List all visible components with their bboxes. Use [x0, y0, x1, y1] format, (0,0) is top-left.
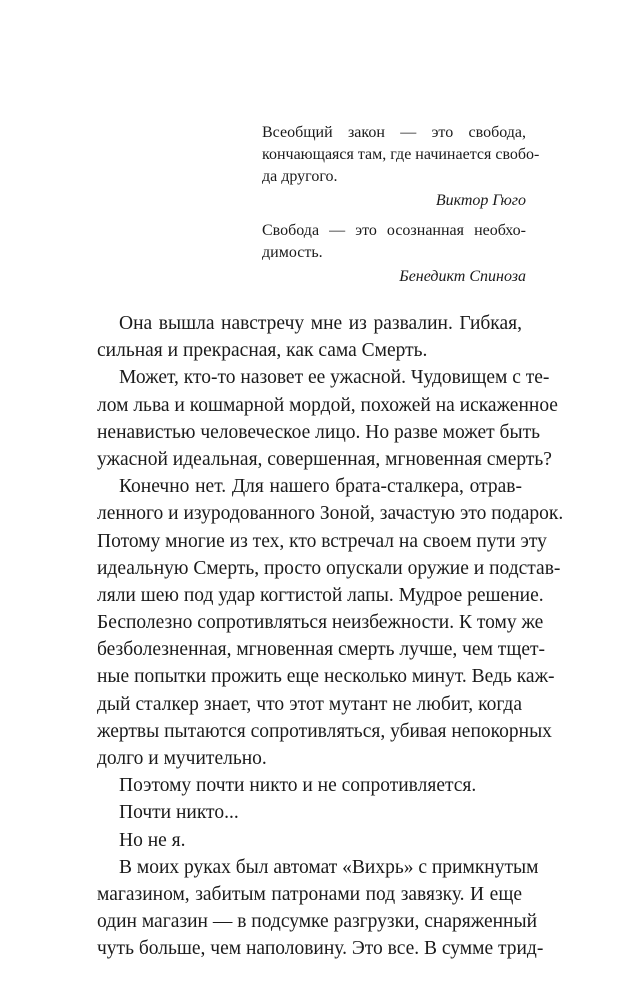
- body-line: Потому многие из тех, кто встречал на своем пути эту: [97, 530, 547, 552]
- body-line: жертвы пытаются сопротивляться, убивая непокорных: [97, 720, 552, 742]
- body-text: [97, 310, 564, 963]
- body-line: безболезненная, мгновенная смерть лучше, чем тщет-: [97, 639, 546, 661]
- body-line: Почти никто...: [119, 802, 239, 824]
- epigraph-line: да другого.: [262, 168, 338, 185]
- body-line: Поэтому почти никто и не сопротивляется.: [119, 775, 477, 797]
- body-line: Конечно нет. Для нашего брата-сталкера, отрав-: [119, 476, 522, 498]
- body-line: В моих руках был автомат «Вихрь» с примкнутым: [119, 856, 539, 878]
- body-line: ужасной идеальная, совершенная, мгновенная смерть?: [97, 448, 552, 470]
- epigraph-line: Свобода — это осознанная необхо-: [262, 222, 526, 239]
- body-line: магазином, забитым патронами под завязку. И еще: [97, 883, 522, 905]
- body-line: Может, кто-то назовет ее ужасной. Чудовищем с те-: [119, 367, 550, 389]
- body-line: сильная и прекрасная, как сама Смерть.: [97, 340, 428, 362]
- epigraph-author: Виктор Гюго: [435, 192, 526, 209]
- body-line: лом льва и кошмарной мордой, похожей на искаженное: [97, 394, 558, 416]
- epigraph-hugo: [262, 122, 540, 212]
- epigraph-author: Бенедикт Спиноза: [399, 268, 526, 285]
- body-line: чуть больше, чем наполовину. Это все. В сумме трид-: [97, 938, 544, 960]
- body-line: дый сталкер знает, что этот мутант не любит, когда: [97, 693, 522, 715]
- body-line: Бесполезно сопротивляться неизбежности. К тому же: [97, 612, 544, 634]
- epigraph-line: Всеобщий закон — это свобода,: [262, 124, 526, 141]
- epigraph-spinoza: [262, 220, 526, 288]
- epigraph-line: димость.: [262, 244, 323, 261]
- body-line: ляли шею под удар когтистой лапы. Мудрое решение.: [97, 584, 544, 606]
- body-line: Но не я.: [119, 829, 186, 851]
- epigraph-line: кончающаяся там, где начинается свобо-: [262, 146, 540, 163]
- body-line: идеальную Смерть, просто опускали оружие и подстав-: [97, 557, 561, 579]
- body-line: долго и мучительно.: [97, 748, 267, 769]
- body-line: ненавистью человеческое лицо. Но разве может быть: [97, 421, 540, 443]
- body-line: Она вышла навстречу мне из развалин. Гибкая,: [119, 313, 522, 334]
- body-line: ные попытки прожить еще несколько минут. Ведь каж-: [97, 666, 555, 688]
- body-line: один магазин — в подсумке разгрузки, снаряженный: [97, 911, 538, 933]
- body-line: ленного и изуродованного Зоной, зачастую это подарок.: [97, 503, 564, 525]
